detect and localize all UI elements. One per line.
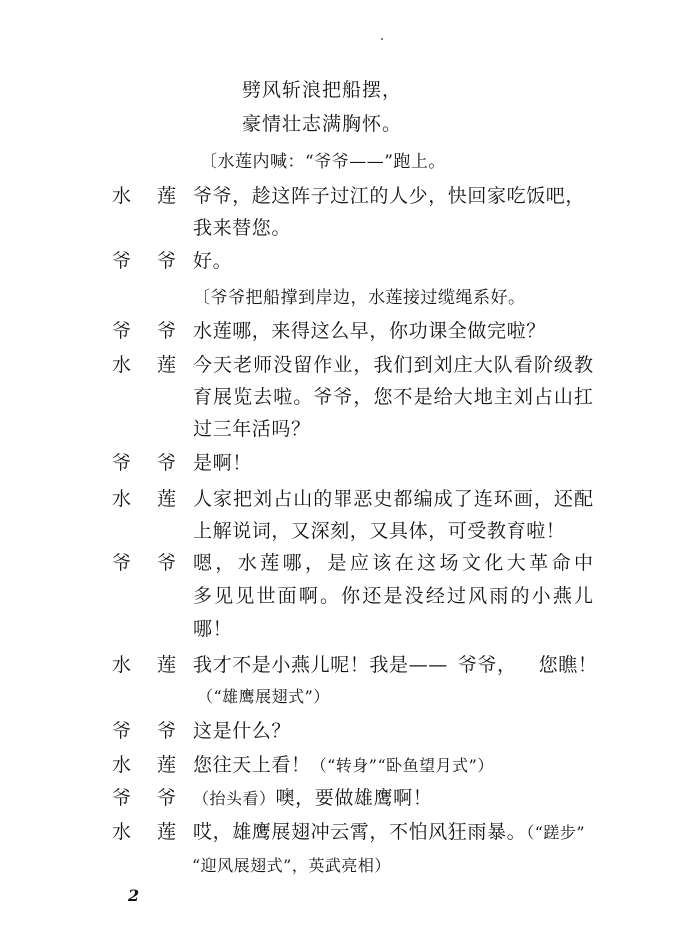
speaker-yeye: 爷 爷 xyxy=(112,452,176,474)
verse-line-1: 劈风斩浪把船摆， xyxy=(242,79,403,101)
speaker-shuilian: 水 莲 xyxy=(112,821,176,843)
dialogue-line: 哎，雄鹰展翅冲云霄，不怕风狂雨暴。（“蹉步” xyxy=(193,821,586,843)
dialogue-line: 水莲哪，来得这么早，你功课全做完啦？ xyxy=(193,320,546,342)
speaker-yeye: 爷 爷 xyxy=(112,250,176,272)
dialogue-line: 上解说词，又深刻，又具体，可受教育啦！ xyxy=(193,520,566,542)
dialogue-line: 我才不是小燕儿呢！我是—— 爷爷， 您瞧！ xyxy=(193,654,598,676)
verse-line-2: 豪情壮志满胸怀。 xyxy=(242,113,403,135)
dialogue-line: 您往天上看！（“转身”“卧鱼望月式”） xyxy=(193,754,494,776)
action-note: （“蹉步” xyxy=(526,823,586,842)
scan-speck xyxy=(381,38,383,40)
dialogue-line: 爷爷，趁这阵子过江的人少，快回家吃饭吧， xyxy=(193,185,586,207)
page-number: 2 xyxy=(128,886,140,905)
dialogue-line: 育展览去啦。爷爷，您不是给大地主刘占山扛 xyxy=(193,386,593,408)
dialogue-line: 是啊！ xyxy=(193,452,252,474)
speaker-shuilian: 水 莲 xyxy=(112,654,176,676)
speaker-yeye: 爷 爷 xyxy=(112,787,176,809)
dialogue-line: 多见见世面啊。你还是没经过风雨的小燕儿 xyxy=(193,585,593,607)
action-note: （抬头看） xyxy=(193,789,276,808)
dialogue-line: （抬头看）噢，要做雄鹰啊！ xyxy=(193,787,433,809)
dialogue-line: 今天老师没留作业，我们到刘庄大队看阶级教 xyxy=(193,354,593,376)
dialogue-line: 过三年活吗？ xyxy=(193,418,311,440)
stage-direction: 〔水莲内喊：“爷爷——”跑上。 xyxy=(200,152,446,172)
dialogue-line: 好。 xyxy=(193,250,233,272)
dialogue-line: 人家把刘占山的罪恶史都编成了连环画，还配 xyxy=(193,488,593,510)
dialogue-line: 哪！ xyxy=(193,618,233,640)
action-note: （“雄鹰展翅式”） xyxy=(197,687,330,706)
speaker-yeye: 爷 爷 xyxy=(112,552,176,574)
dialogue-line: 我来替您。 xyxy=(193,217,292,239)
stage-direction: 〔爷爷把船撑到岸边，水莲接过缆绳系好。 xyxy=(193,288,526,308)
speaker-yeye: 爷 爷 xyxy=(112,320,176,342)
speaker-shuilian: 水 莲 xyxy=(112,754,176,776)
action-note: （“转身”“卧鱼望月式”） xyxy=(310,756,494,775)
speaker-shuilian: 水 莲 xyxy=(112,185,176,207)
speaker-yeye: 爷 爷 xyxy=(112,720,176,742)
dialogue-line: 嗯，水莲哪，是应该在这场文化大革命中 xyxy=(193,552,593,574)
dialogue-line: 这是什么？ xyxy=(193,720,292,742)
speaker-shuilian: 水 莲 xyxy=(112,488,176,510)
action-note: “迎风展翅式”，英武亮相） xyxy=(192,856,391,875)
speaker-shuilian: 水 莲 xyxy=(112,354,176,376)
